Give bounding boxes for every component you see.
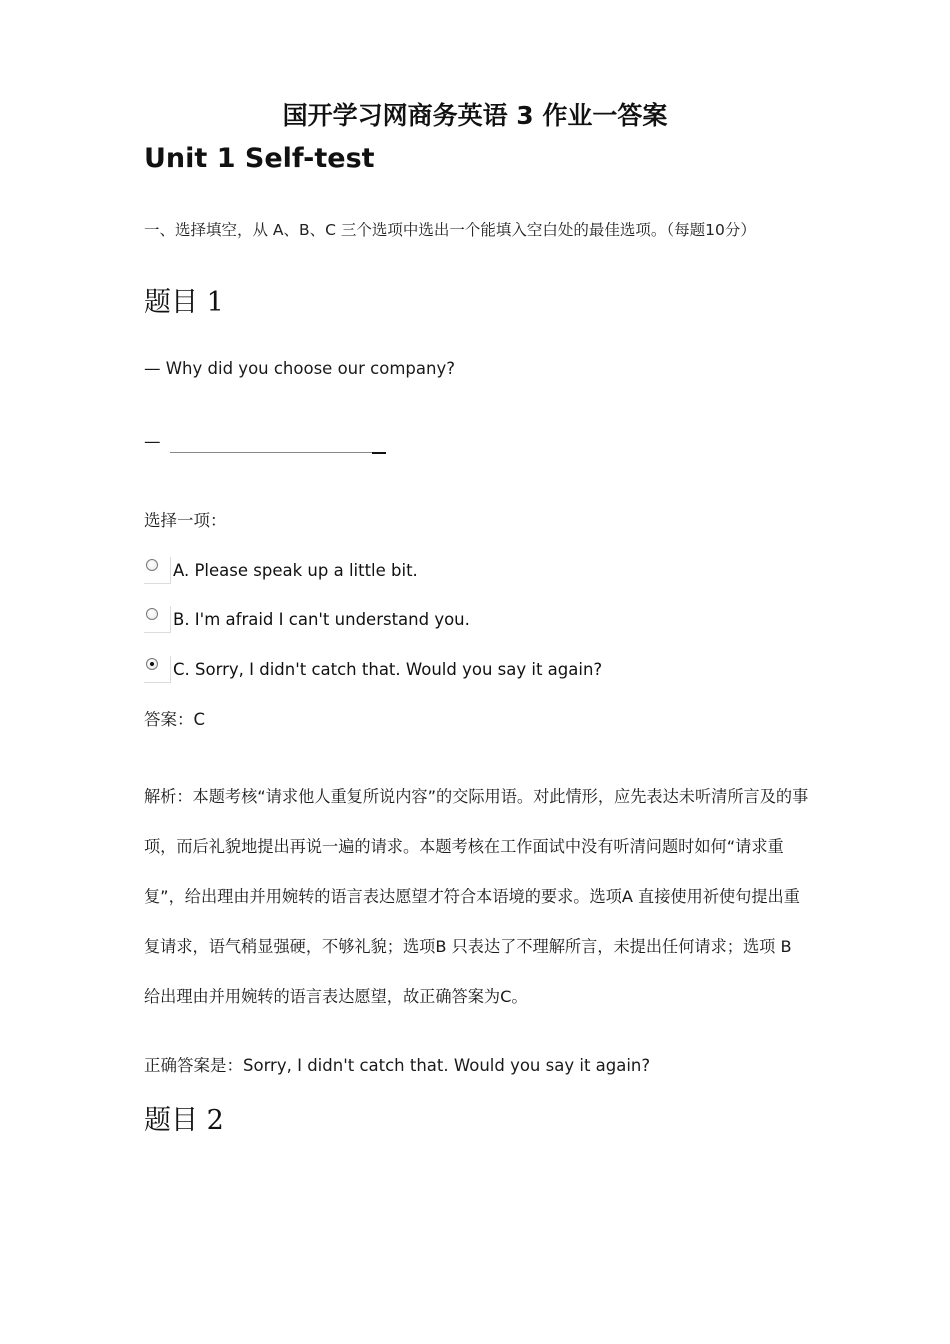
option-c-radio-frame	[144, 656, 171, 683]
analysis-paragraph: 解析：本题考核“请求他人重复所说内容”的交际用语。对此情形，应先表达未听清所言及的事项，而后礼貌地提出再说一遍的请求。本题考核在工作面试中没有听清问题时如何“请求重复”，给出理由并用婉转的语言表达愿望才符合本语境的要求。选项A 直接使用祈使句提出重复请求，语气稍显强硬，不够礼貌；选项B 只表达了不理解所言，未提出任何请求；选项 B 给出理由并用婉转的语言表达愿望，故正确答案为C。	[144, 787, 809, 1006]
option-a-label[interactable]: A. Please speak up a little bit.	[173, 561, 418, 580]
document-title: 国开学习网商务英语 3 作业一答案	[282, 101, 668, 130]
choose-one-label: 选择一项：	[144, 511, 227, 530]
question-1-prompt: — Why did you choose our company?	[144, 359, 455, 378]
answer-text: 答案：C	[144, 710, 206, 729]
section-instruction: 一、选择填空，从 A、B、C 三个选项中选出一个能填入空白处的最佳选项。（每题10分）	[144, 221, 756, 239]
radio-button-c-selected[interactable]	[146, 658, 158, 670]
radio-button-b[interactable]	[146, 608, 158, 620]
question-1-heading: 题目 1	[144, 287, 224, 318]
option-b-label[interactable]: B. I'm afraid I can't understand you.	[173, 610, 470, 629]
response-dash: —	[144, 432, 161, 451]
question-2-heading: 题目 2	[144, 1105, 224, 1136]
radio-button-a[interactable]	[146, 559, 158, 571]
unit-title: Unit 1 Self-test	[144, 143, 375, 174]
answer-blank-end	[372, 452, 386, 454]
option-c-label[interactable]: C. Sorry, I didn't catch that. Would you say it again?	[173, 660, 603, 679]
option-a-radio-frame	[144, 557, 171, 584]
correct-answer-text: 正确答案是：Sorry, I didn't catch that. Would you say it again?	[144, 1056, 651, 1075]
option-b-radio-frame	[144, 606, 171, 633]
answer-blank	[170, 452, 386, 453]
